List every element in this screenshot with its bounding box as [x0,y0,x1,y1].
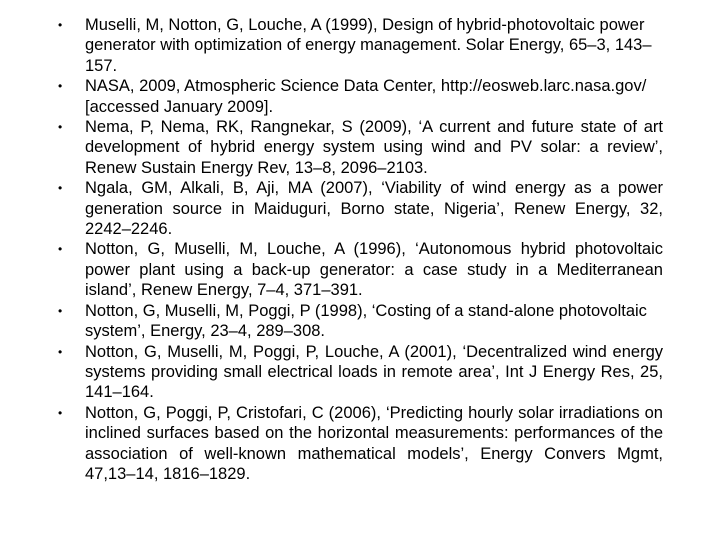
bullet-icon: • [58,18,63,32]
bullet-icon: • [58,79,63,94]
bullet-icon: • [58,405,63,420]
reference-item [58,117,663,178]
reference-item [58,342,663,403]
bullet-icon: • [58,242,63,257]
reference-item [58,178,663,239]
reference-item [58,403,663,485]
reference-item [58,15,663,76]
reference-text: Notton, G, Muselli, M, Poggi, P, Louche, A (2001), ‘Decentralized wind energy systems providing small electrical loads in remote area’, Int J Energy Res, 25, 141–164. [85,342,663,402]
reference-text: Notton, G, Muselli, M, Louche, A (1996), ‘Autonomous hybrid photovoltaic power plant using a back-up generator: a case study in a Mediterranean island’, Renew Energy, 7–4, 371–391. [85,240,663,300]
reference-text: NASA, 2009, Atmospheric Science Data Center, http://eosweb.larc.nasa.gov/ [accessed January 2009]. [85,77,647,116]
reference-item [58,76,663,117]
reference-text: Notton, G, Muselli, M, Poggi, P (1998), ‘Costing of a stand-alone photovoltaic system’, Energy, 23–4, 289–308. [85,301,647,341]
reference-text: Nema, P, Nema, RK, Rangnekar, S (2009), ‘A current and future state of art development of hybrid energy system using wind and PV solar: a review’, Renew Sustain Energy Rev, 13–8, 2096–2103. [85,118,663,177]
reference-item [58,239,663,300]
reference-text: Muselli, M, Notton, G, Louche, A (1999), Design of hybrid-photovoltaic power generator with optimization of energy management. Solar Energy, 65–3, 143–157. [85,16,652,75]
bullet-icon: • [58,181,63,196]
reference-item [58,301,663,342]
bullet-icon: • [58,344,63,359]
bullet-icon: • [58,303,63,318]
bullet-icon: • [58,120,63,135]
reference-text: Ngala, GM, Alkali, B, Aji, MA (2007), ‘Viability of wind energy as a power generation source in Maiduguri, Borno state, Nigeria’, Renew Energy, 32, 2242–2246. [85,179,663,239]
reference-text: Notton, G, Poggi, P, Cristofari, C (2006), ‘Predicting hourly solar irradiations on inclined surfaces based on the horizontal measurements: performances of the association of well-known mathematical models’, Energy Convers Mgmt, 47,13–14, 1816–1829. [85,403,663,483]
reference-list [58,15,663,484]
